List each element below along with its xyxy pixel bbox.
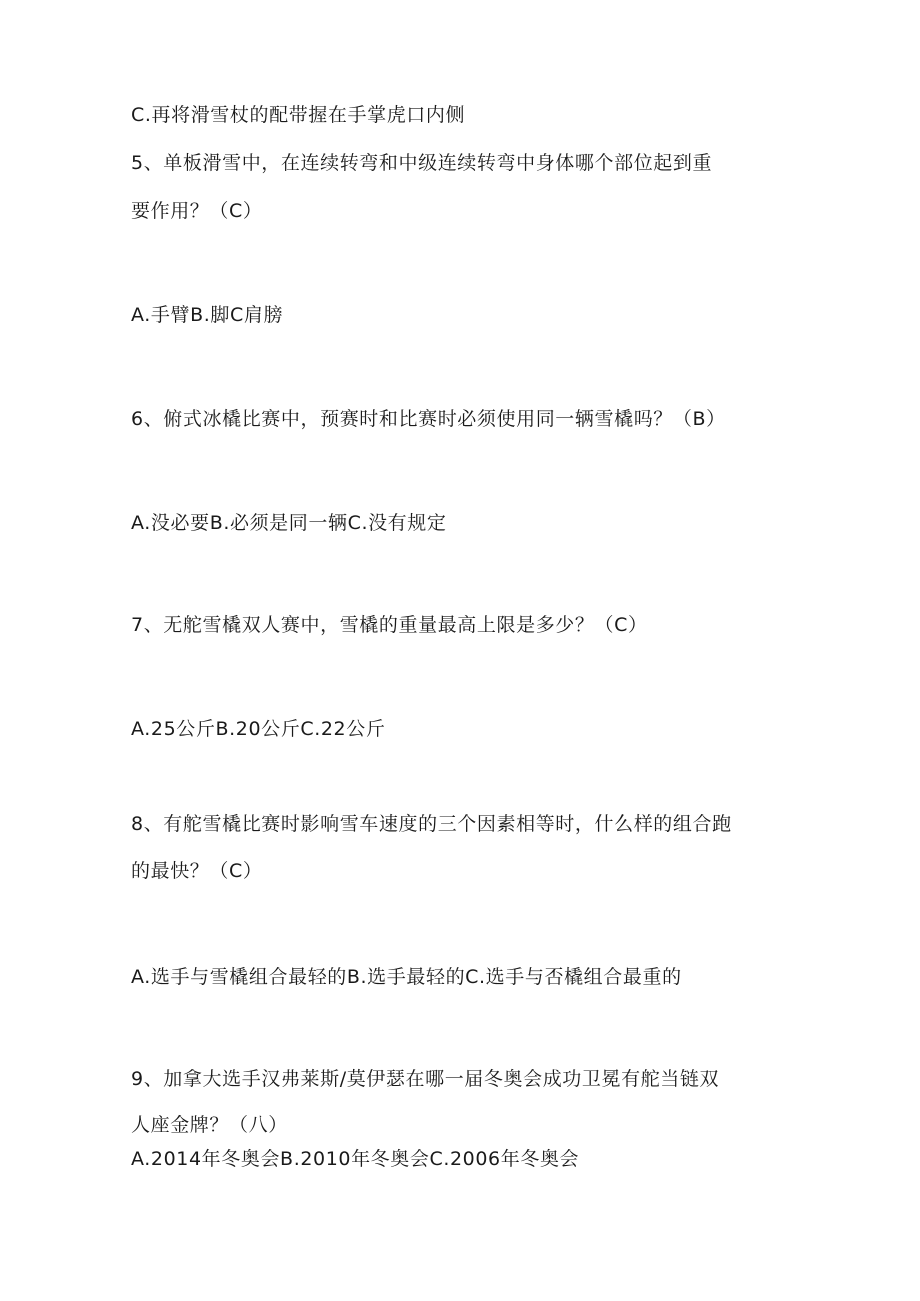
- q5-question-line2: 要作用？（C）: [131, 200, 263, 222]
- q7-options: A.25公斤B.20公斤C.22公斤: [131, 718, 386, 740]
- q6-question: 6、俯式冰橇比赛中，预赛时和比赛时必须使用同一辆雪橇吗？（B）: [131, 408, 726, 430]
- q5-question-line1: 5、单板滑雪中，在连续转弯和中级连续转弯中身体哪个部位起到重: [131, 152, 713, 174]
- q9-options: A.2014年冬奥会B.2010年冬奥会C.2006年冬奥会: [131, 1148, 580, 1170]
- q6-options: A.没必要B.必须是同一辆C.没有规定: [131, 512, 447, 534]
- q8-options: A.选手与雪橇组合最轻的B.选手最轻的C.选手与否橇组合最重的: [131, 966, 682, 988]
- q9-question-line2: 人座金牌？（八）: [131, 1114, 288, 1136]
- q8-question-line1: 8、有舵雪橇比赛时影响雪车速度的三个因素相等时，什么样的组合跑: [131, 813, 732, 835]
- q7-question: 7、无舵雪橇双人赛中，雪橇的重量最高上限是多少？（C）: [131, 614, 648, 636]
- q4-option-c: C.再将滑雪杖的配带握在手掌虎口内侧: [131, 104, 466, 126]
- q8-question-line2: 的最快？（C）: [131, 860, 263, 882]
- q5-options: A.手臂B.脚C肩膀: [131, 304, 284, 326]
- q9-question-line1: 9、加拿大选手汉弗莱斯/莫伊瑟在哪一届冬奥会成功卫冕有舵当链双: [131, 1068, 720, 1090]
